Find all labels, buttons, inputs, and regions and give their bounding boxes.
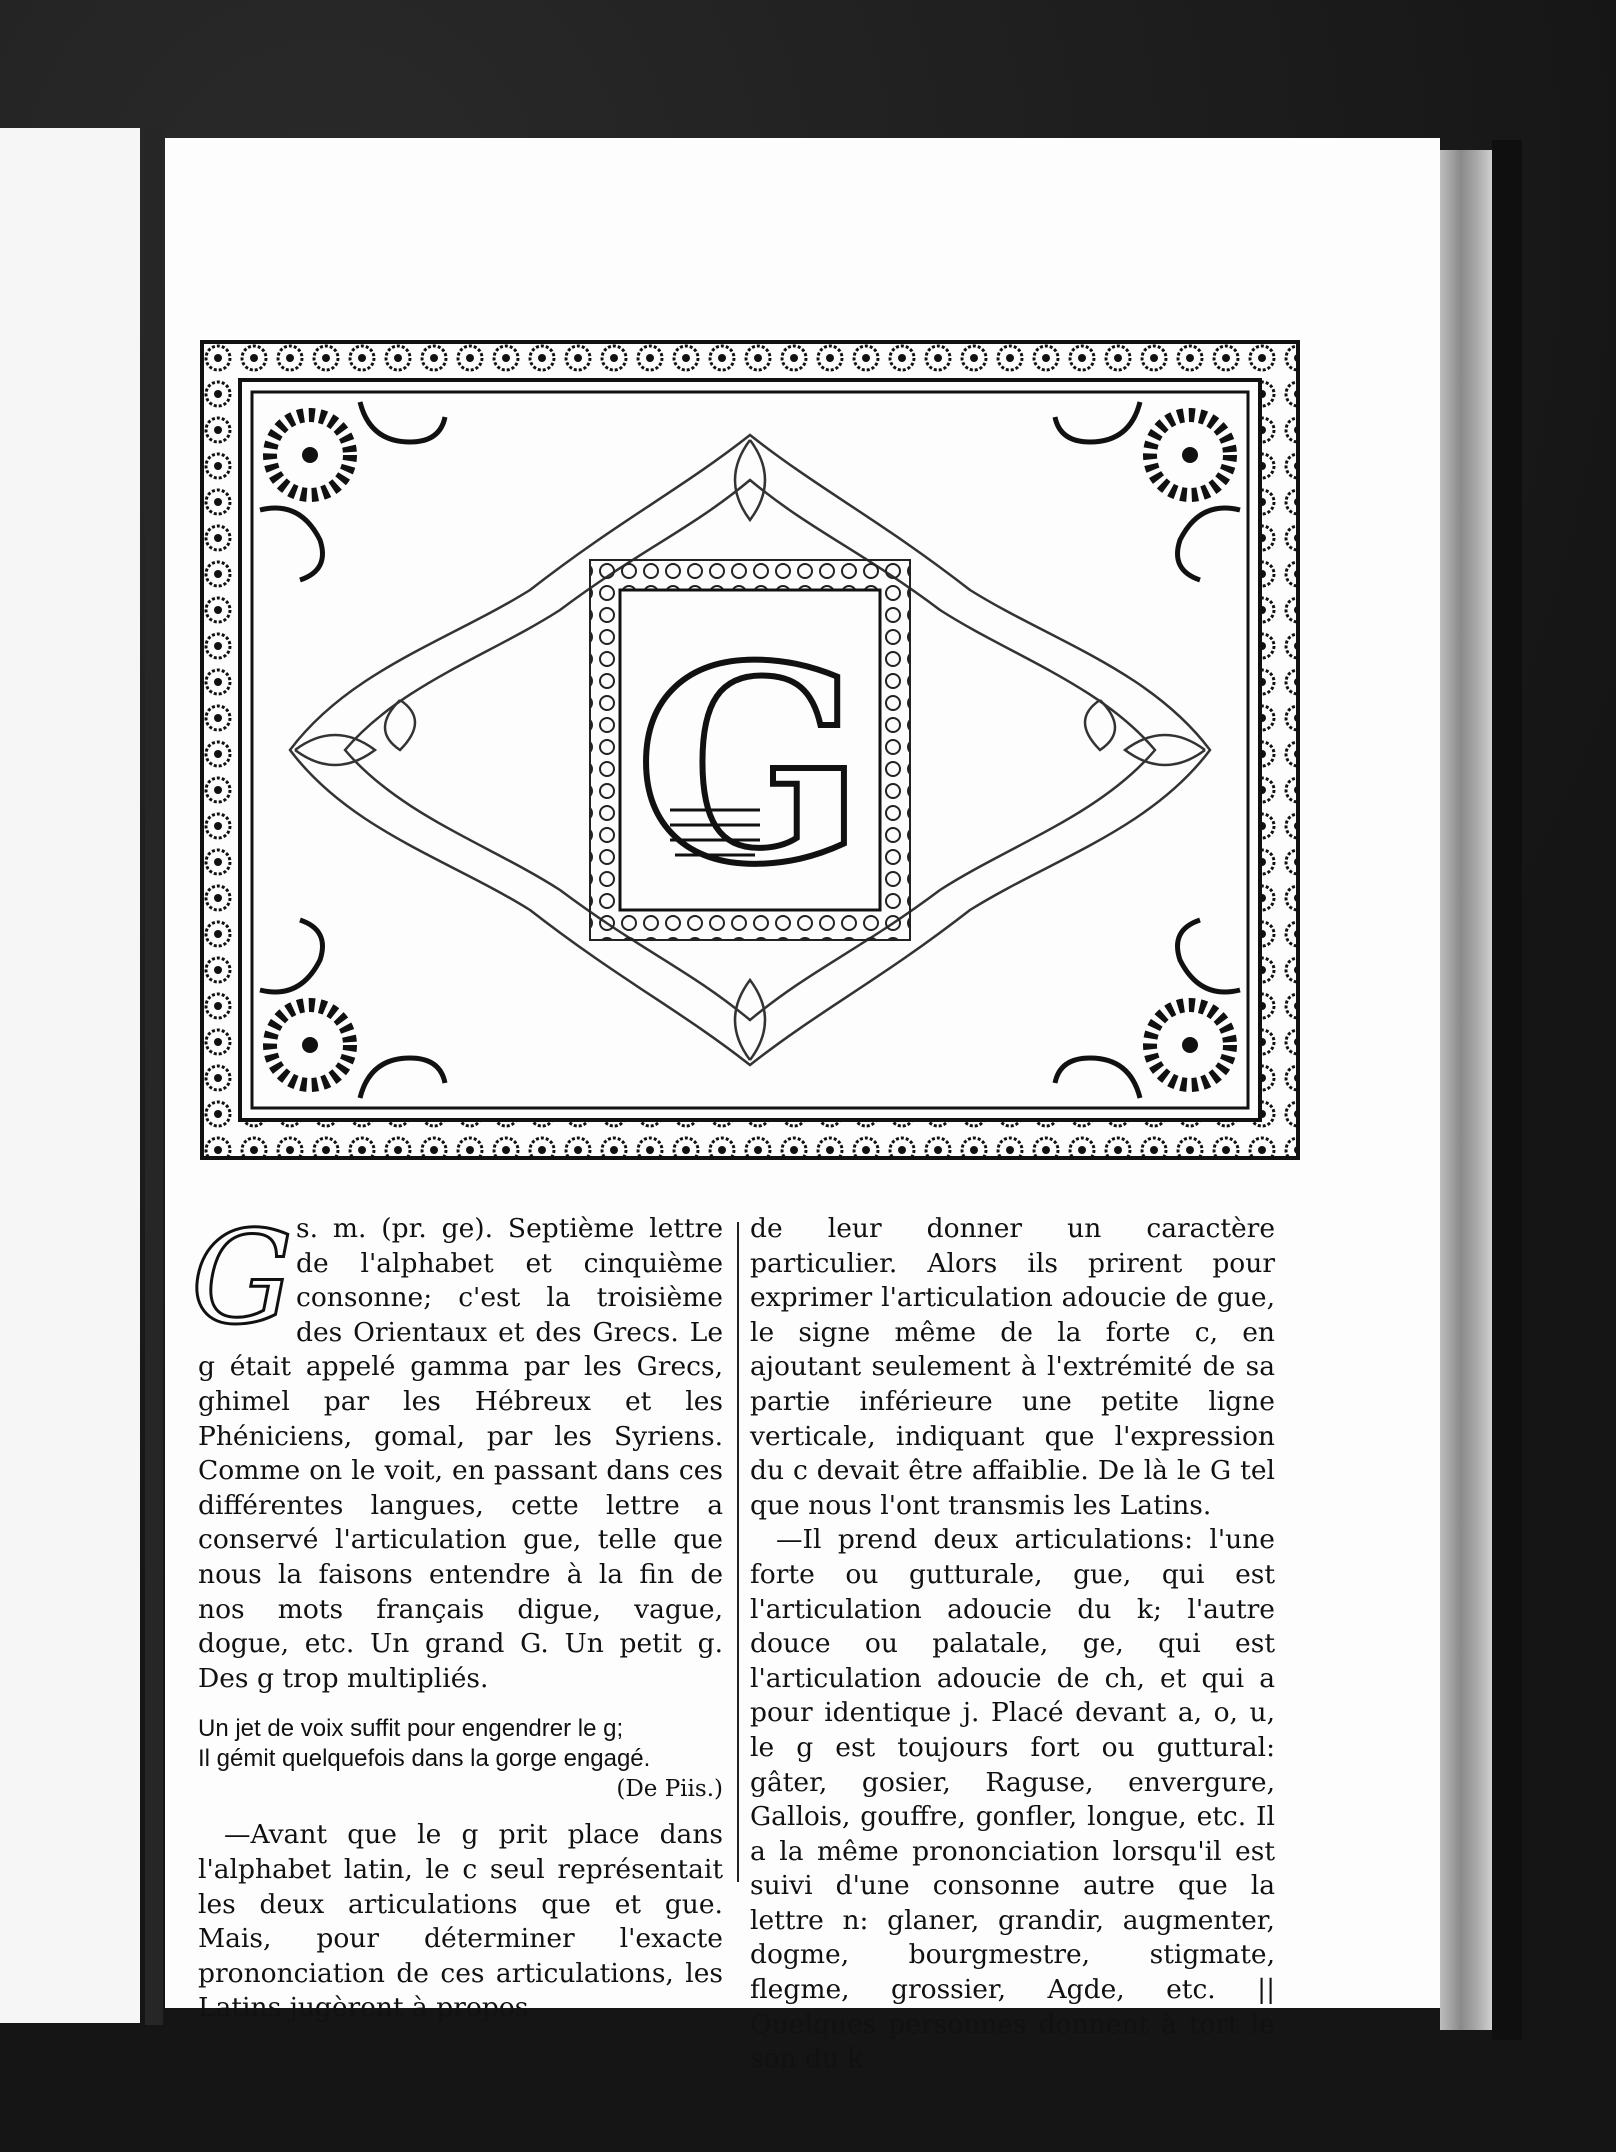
svg-text:G: G xyxy=(634,606,866,924)
ornament-illustration xyxy=(200,340,1300,1160)
entry-paragraph-4: —Il prend deux articulations: l'une forte ou gutturale, gue, qui est l'articulation adoucie du k; l'autre douce ou palatale, ge, qui est l'articulation adoucie de ch, et qui a pour identique j. Placé devant a, o, u, le g est toujours fort ou guttural: gâter, gosier, Raguse, envergure, Gallois, gouffre, gonfler, longue, etc. Il a la même prononciation lorsqu'il est suivi d'une consonne autre que la lettre n: glaner, grandir, augmenter, dogme, bourgmestre, stigmate, flegme, grossier, Agde, etc. || Quelques personnes donnent à tort le son du k xyxy=(750,1524,1275,2075)
page-stack-edge xyxy=(1440,150,1492,2030)
svg-text:G: G xyxy=(190,1204,294,1353)
dropcap-initial xyxy=(190,1204,294,1353)
entry-paragraph-2: —Avant que le g prit place dans l'alphabet latin, le c seul représentait les deux articulations que et gue. Mais, pour déterminer l'exacte prononciation de ces articulations, les Latins jugèrent à propos xyxy=(198,1819,723,2024)
verse-attribution: (De Piis.) xyxy=(616,1776,723,1803)
verse-line-2: Il gémit quelquefois dans la gorge engagé. xyxy=(198,1745,651,1773)
verse-line-1: Un jet de voix suffit pour engendrer le g; xyxy=(198,1715,624,1743)
text-column-left xyxy=(190,1204,723,2026)
text-column-right xyxy=(750,1212,1275,2077)
ornamental-frame xyxy=(200,340,1300,1160)
scanner-border xyxy=(1492,140,1522,2040)
column-rule xyxy=(737,1222,739,1882)
verse-quote xyxy=(198,1714,723,1804)
entry-definition: s. m. (pr. ge). Septième lettre de l'alphabet et cinquième consonne; c'est la troisième des Orientaux et des Grecs. Le g était appelé gamma par les Grecs, ghimel par les Hébreux et les Phéniciens, gomal, par les Syriens. Comme on le voit, en passant dans ces différentes langues, cette lettre a conservé l'articulation gue, telle que nous la faisons entendre à la fin de nos mots français digue, vague, dogue, etc. Un grand G. Un petit g. Des g trop multipliés. xyxy=(198,1213,723,1694)
book-gutter xyxy=(145,130,163,2025)
entry-paragraph-3: de leur donner un caractère particulier. Alors ils prirent pour exprimer l'articulation adoucie de gue, le signe même de la forte c, en ajoutant seulement à l'extrémité de sa partie inférieure une petite ligne verticale, indiquant que l'expression du c devait être affaiblie. De là le G tel que nous l'ont transmis les Latins. xyxy=(750,1213,1275,1521)
previous-page-edge xyxy=(0,128,140,2023)
